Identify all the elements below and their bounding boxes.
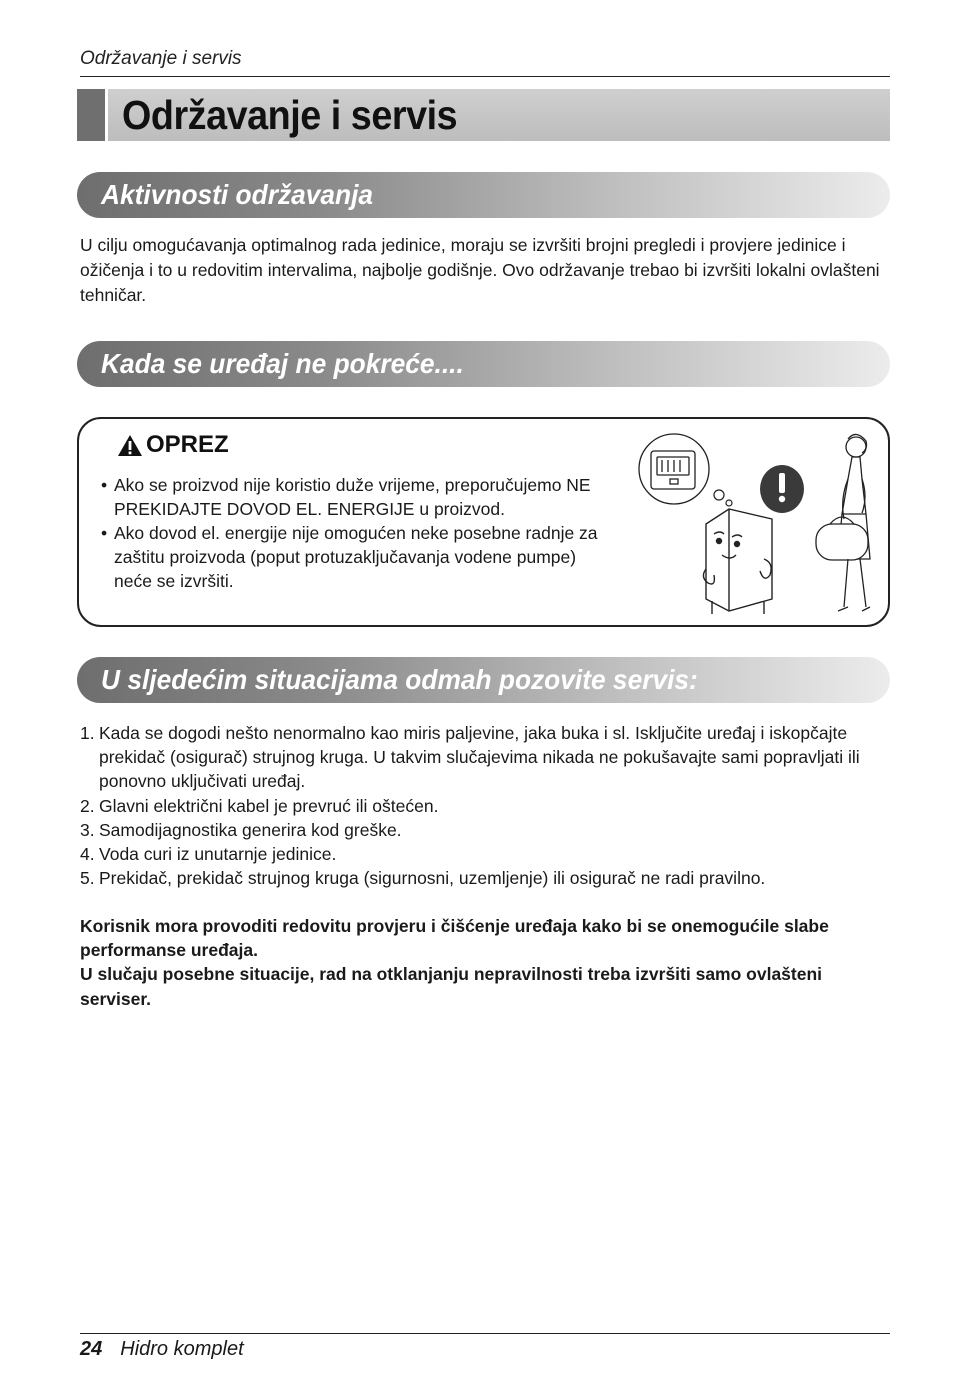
warning-triangle-icon	[117, 434, 143, 457]
indoor-unit-character-icon	[703, 509, 772, 614]
breaker-panel-icon	[639, 434, 709, 504]
service-situations-list	[80, 721, 886, 890]
caution-heading	[117, 431, 229, 459]
exclamation-icon	[760, 465, 804, 513]
section-title-not-starting: Kada se uređaj ne pokreće....	[101, 348, 464, 379]
list-text: Voda curi iz unutarnje jedinice.	[99, 844, 337, 865]
section-header-call-service	[77, 657, 890, 703]
footer-product-name: Hidro komplet	[120, 1338, 244, 1360]
section-title-call-service: U sljedećim situacijama odmah pozovite servis:	[101, 664, 698, 695]
caution-box	[77, 417, 890, 627]
caution-label: OPREZ	[146, 431, 229, 458]
list-number: 3.	[80, 819, 95, 840]
list-text: Kada se dogodi nešto nenormalno kao miris paljevine, jaka buka i sl. Isključite uređaj i iskopčajte prekidač (osigurač) strujnog kruga. U takvim slučajevima nikada ne pokušavajte sami popravljati ili ponovno uključivati uređaj.	[99, 723, 860, 792]
page-title: Održavanje i servis	[122, 91, 458, 138]
important-note-line: U slučaju posebne situacije, rad na otklanjanju nepravilnosti treba izvršiti samo ovlašteni serviser.	[80, 964, 823, 1009]
page-title-bar	[77, 89, 890, 141]
list-number: 4.	[80, 844, 95, 865]
page-footer	[80, 1333, 890, 1361]
caution-list	[101, 473, 601, 593]
power-off-warning-illustration	[634, 429, 884, 621]
list-item	[80, 818, 886, 842]
title-accent-block	[77, 89, 108, 141]
caution-item: • Ako se proizvod nije koristio duže vrijeme, preporučujemo NE PREKIDAJTE DOVOD EL. ENERGIJE u proizvod.	[101, 473, 601, 521]
maintenance-paragraph: U cilju omogućavanja optimalnog rada jedinice, moraju se izvršiti brojni pregledi i provjere jedinice i ožičenja i to u redovitim intervalima, najbolje godišnje. Ovo održavanje trebao bi izvršiti lokalni ovlašteni tehničar.	[80, 235, 880, 305]
page-number: 24	[80, 1338, 103, 1360]
list-number: 1.	[80, 723, 95, 743]
important-note	[80, 914, 890, 1011]
list-text: Samodijagnostika generira kod greške.	[99, 819, 402, 840]
section-header-not-starting	[77, 341, 890, 387]
section-title-maintenance: Aktivnosti održavanja	[101, 179, 374, 210]
list-item	[80, 866, 886, 890]
list-number: 2.	[80, 795, 95, 816]
woman-traveler-icon	[816, 434, 870, 611]
list-number: 5.	[80, 868, 95, 889]
caution-item: • Ako dovod el. energije nije omogućen neke posebne radnje za zaštitu proizvoda (poput protuzaključavanja vodene pumpe) neće se izvršiti.	[101, 521, 601, 593]
section-header-maintenance	[77, 172, 890, 218]
important-note-line: Korisnik mora provoditi redovitu provjeru i čišćenje uređaja kako bi se onemogućile slabe performanse uređaja.	[80, 916, 829, 961]
list-item	[80, 842, 886, 866]
list-text: Glavni električni kabel je prevruć ili oštećen.	[99, 795, 439, 816]
list-item	[80, 721, 886, 794]
list-item	[80, 794, 886, 818]
running-header: Održavanje i servis	[80, 48, 890, 77]
list-text: Prekidač, prekidač strujnog kruga (sigurnosni, uzemljenje) ili osigurač ne radi pravilno.	[99, 868, 766, 889]
